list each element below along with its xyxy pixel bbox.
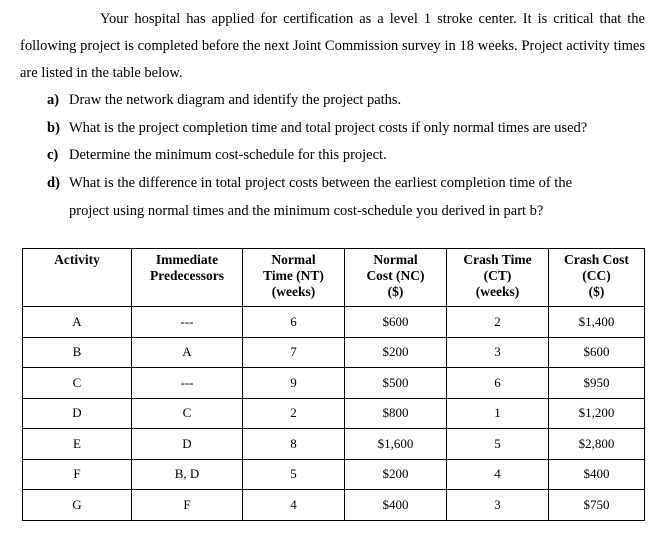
cell-crash-time: 5 — [447, 429, 549, 460]
cell-crash-time: 2 — [447, 307, 549, 338]
cell-normal-cost: $200 — [345, 459, 447, 490]
question-d — [47, 170, 642, 225]
cell-normal-cost: $800 — [345, 398, 447, 429]
question-a — [47, 87, 642, 114]
header-normal-time-line2: Time (NT) — [263, 268, 324, 283]
table-row — [23, 398, 645, 429]
cell-crash-cost: $1,200 — [549, 398, 645, 429]
cell-crash-time: 3 — [447, 337, 549, 368]
cell-normal-time: 6 — [243, 307, 345, 338]
question-d-letter: d) — [47, 175, 60, 191]
cell-normal-time: 2 — [243, 398, 345, 429]
header-crash-cost — [549, 249, 645, 307]
cell-normal-cost: $500 — [345, 368, 447, 399]
question-c-text: Determine the minimum cost-schedule for this project. — [69, 147, 387, 163]
cell-crash-cost: $400 — [549, 459, 645, 490]
header-crash-time-line2: (CT) — [483, 268, 512, 283]
activity-table — [22, 248, 645, 521]
header-normal-time — [243, 249, 345, 307]
header-crash-cost-line3: ($) — [588, 284, 605, 299]
header-normal-cost-line2: Cost (NC) — [366, 268, 425, 283]
table-row — [23, 459, 645, 490]
cell-activity: C — [23, 368, 132, 399]
table-header-row — [23, 249, 645, 307]
header-activity-line: Activity — [54, 252, 100, 267]
cell-normal-time: 7 — [243, 337, 345, 368]
question-a-letter: a) — [47, 92, 60, 108]
cell-crash-cost: $950 — [549, 368, 645, 399]
cell-normal-time: 8 — [243, 429, 345, 460]
cell-predecessors: F — [132, 490, 243, 521]
cell-activity: B — [23, 337, 132, 368]
header-crash-cost-line1: Crash Cost — [564, 252, 629, 267]
cell-normal-time: 5 — [243, 459, 345, 490]
cell-predecessors: --- — [132, 307, 243, 338]
cell-crash-cost: $750 — [549, 490, 645, 521]
cell-normal-cost: $200 — [345, 337, 447, 368]
cell-crash-time: 4 — [447, 459, 549, 490]
header-predecessors — [132, 249, 243, 307]
question-c-letter: c) — [47, 147, 59, 163]
cell-normal-time: 4 — [243, 490, 345, 521]
cell-normal-cost: $600 — [345, 307, 447, 338]
table-row — [23, 307, 645, 338]
table-row — [23, 368, 645, 399]
table-row — [23, 429, 645, 460]
question-d-text: What is the difference in total project costs between the earliest completion time of the — [69, 175, 573, 191]
header-activity — [23, 249, 132, 307]
cell-activity: D — [23, 398, 132, 429]
cell-crash-time: 6 — [447, 368, 549, 399]
intro-paragraph: Your hospital has applied for certification as a level 1 stroke center. It is critical that the following project is completed before the next Joint Commission survey in 18 weeks. Project activity times are listed in the table below. — [20, 11, 645, 81]
cell-activity: A — [23, 307, 132, 338]
cell-activity: F — [23, 459, 132, 490]
question-b — [47, 115, 642, 142]
cell-crash-time: 3 — [447, 490, 549, 521]
cell-predecessors: --- — [132, 368, 243, 399]
header-normal-cost — [345, 249, 447, 307]
table-row — [23, 490, 645, 521]
cell-normal-time: 9 — [243, 368, 345, 399]
cell-activity: G — [23, 490, 132, 521]
header-normal-time-line3: (weeks) — [271, 284, 316, 299]
question-a-text: Draw the network diagram and identify the project paths. — [69, 92, 402, 108]
cell-predecessors: B, D — [132, 459, 243, 490]
cell-normal-cost: $400 — [345, 490, 447, 521]
header-crash-time — [447, 249, 549, 307]
question-d-text-continued: project using normal times and the minimum cost-schedule you derived in part b? — [69, 203, 544, 219]
cell-activity: E — [23, 429, 132, 460]
cell-predecessors: A — [132, 337, 243, 368]
cell-crash-cost: $600 — [549, 337, 645, 368]
header-crash-time-line3: (weeks) — [475, 284, 520, 299]
cell-predecessors: C — [132, 398, 243, 429]
question-b-text: What is the project completion time and total project costs if only normal times are used? — [69, 120, 588, 136]
header-predecessors-line1: Immediate — [155, 252, 219, 267]
header-normal-cost-line1: Normal — [373, 252, 418, 267]
cell-predecessors: D — [132, 429, 243, 460]
question-b-letter: b) — [47, 120, 60, 136]
header-predecessors-line2: Predecessors — [150, 268, 224, 283]
header-normal-time-line1: Normal — [271, 252, 316, 267]
cell-crash-cost: $2,800 — [549, 429, 645, 460]
header-crash-time-line1: Crash Time — [463, 252, 532, 267]
header-normal-cost-line3: ($) — [387, 284, 404, 299]
header-crash-cost-line2: (CC) — [582, 268, 611, 283]
cell-crash-cost: $1,400 — [549, 307, 645, 338]
cell-crash-time: 1 — [447, 398, 549, 429]
question-c — [47, 142, 642, 169]
table-row — [23, 337, 645, 368]
cell-normal-cost: $1,600 — [345, 429, 447, 460]
